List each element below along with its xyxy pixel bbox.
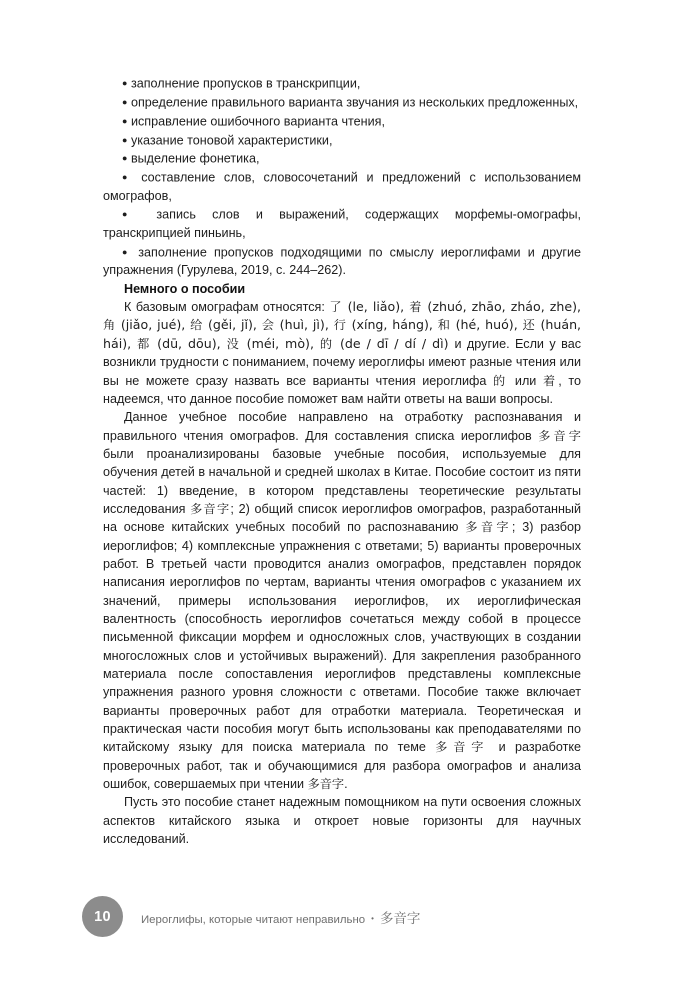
han-char: 行: [333, 318, 347, 333]
han-char: 都: [137, 336, 152, 351]
bullet-icon: ●: [122, 246, 132, 257]
pinyin-reading: (dū, dōu),: [151, 335, 227, 351]
list-item: [103, 112, 581, 131]
han-char: 了: [329, 300, 343, 315]
pinyin-reading: (xíng, háng),: [346, 317, 438, 333]
paragraph-tail: и другие. Если у вас возникли трудности с пониманием, почему иероглифы имеют разные чтения или вы не можете сразу назвать все варианты чтения иероглифа: [103, 336, 582, 388]
han-char: 的: [493, 373, 509, 388]
list-item-text: запись слов и выражений, содержащих морфемы-омографы, транскрипцией пиньинь,: [103, 207, 582, 241]
list-item: [103, 74, 581, 93]
paragraph-closing: Пусть это пособие станет надежным помощником на пути освоения сложных аспектов китайского языка и откроет новые горизонты для научных исследований.: [103, 795, 581, 847]
running-head-separator: •: [371, 913, 374, 923]
pinyin-reading: (hé, huó),: [450, 317, 523, 333]
han-char: 的: [319, 336, 335, 351]
pinyin-reading: (méi, mò),: [240, 335, 320, 351]
bullet-icon: ●: [122, 153, 128, 164]
list-item-text: определение правильного варианта звучания из нескольких предложенных,: [130, 95, 579, 110]
page-footer: [82, 896, 420, 937]
bullet-icon: ●: [122, 172, 133, 183]
paragraph-segment: .: [344, 777, 348, 792]
bullet-icon: ●: [122, 96, 128, 107]
han-char: 多音字: [307, 777, 345, 792]
paragraph-about-manual: [103, 408, 581, 793]
pinyin-reading: (de / dī / dí / dì): [334, 335, 455, 351]
han-char: 角: [103, 318, 117, 333]
paragraph-segment: ; 2) общий список иероглифов омографов, разработанный на основе китайских учебных пособий по распознаванию: [103, 501, 581, 535]
list-item: [103, 131, 581, 150]
han-char: 没: [226, 336, 241, 351]
pinyin-reading: (gěi, jǐ),: [203, 317, 262, 333]
bullet-icon: ●: [122, 115, 128, 126]
han-char: 还: [522, 318, 536, 333]
list-item: [103, 149, 581, 168]
list-item-text: заполнение пропусков в транскрипции,: [130, 76, 361, 91]
pinyin-reading: (le, liǎo),: [342, 299, 410, 315]
bullet-icon: ●: [122, 78, 128, 88]
running-head: [141, 907, 420, 927]
page-content: [103, 74, 581, 848]
bullet-icon: ●: [122, 134, 128, 145]
han-char: 着: [542, 373, 559, 388]
list-item-text: выделение фонетика,: [130, 151, 260, 166]
han-char: 多音字: [190, 501, 231, 516]
han-char: 多音字: [435, 740, 490, 755]
page-number-badge: 10: [82, 896, 123, 937]
paragraph-basic-homographs: [103, 298, 581, 408]
running-head-chinese: 多音字: [379, 910, 421, 927]
paragraph-segment: и разработке проверочных работ, так и обучающимися для разбора омографов и анализа ошибок, совершаемых при чтении: [103, 740, 582, 792]
paragraph-tail: или: [508, 373, 543, 388]
pinyin-reading: (huán, hái),: [103, 317, 582, 351]
list-item-text: указание тоновой характеристики,: [130, 133, 333, 148]
han-char: 给: [190, 318, 204, 333]
pinyin-reading: (huì, jì),: [274, 317, 334, 333]
han-char: 着: [409, 300, 423, 315]
bullet-icon: ●: [122, 209, 141, 220]
paragraph-segment: ; 3) разбор иероглифов; 4) комплексные упражнения с ответами; 5) варианты проверочных работ. В третьей части проводится анализ омографов, представлен порядок написания иероглифов по чертам, варианты чтения омографов с указанием их значений, примеры использования иероглифов, их иероглифическая валентность (способность иероглифов сочетаться между собой в процессе письменной фиксации морфем и односложных слов, участвующих в создании многосложных слов и устойчивых выражений). Для закрепления разобранного материала после сопоставления иероглифов представлены комплексные упражнения разного уровня сложности с ответами. Пособие также включает варианты проверочных работ для отработки материала. Теоретическая и практическая части пособия могут быть использованы как преподавателями по китайскому языку для поиска материала по теме: [103, 520, 582, 755]
list-item: [103, 168, 581, 205]
pinyin-reading: (zhuó, zhāo, zháo, zhe),: [422, 299, 582, 315]
paragraph-segment: Данное учебное пособие направлено на отработку распознавания и правильного чтения омографов. Для составления списка иероглифов: [103, 410, 581, 443]
han-char: 多音字: [465, 520, 512, 535]
list-item: [103, 93, 581, 112]
pinyin-reading: (jiǎo, jué),: [116, 317, 191, 333]
list-item-text: составление слов, словосочетаний и предложений с использованием омографов,: [103, 170, 581, 204]
list-item-text: заполнение пропусков подходящими по смыслу иероглифами и другие упражнения (Гурулева, 2019, с. 244–262).: [103, 245, 582, 278]
han-char: 会: [261, 318, 275, 333]
han-char: 多音字: [538, 428, 581, 443]
list-item: [103, 243, 581, 280]
section-heading: Немного о пособии: [124, 281, 246, 296]
paragraph-segment: были проанализированы базовые учебные пособия, используемые для обучения детей в начальной и средней школах в Китае. Пособие состоит из пяти частей: 1) введение, в котором представлены теоретические результаты исследования: [103, 446, 581, 516]
paragraph-lead: К базовым омографам относятся:: [124, 300, 330, 315]
paragraph-tail: , то надеемся, что данное пособие поможет вам найти ответы на ваши вопросы.: [103, 373, 582, 406]
list-item: [103, 205, 581, 242]
running-head-title: Иероглифы, которые читают неправильно: [141, 913, 366, 926]
list-item-text: исправление ошибочного варианта чтения,: [130, 114, 385, 129]
han-char: 和: [437, 318, 451, 333]
